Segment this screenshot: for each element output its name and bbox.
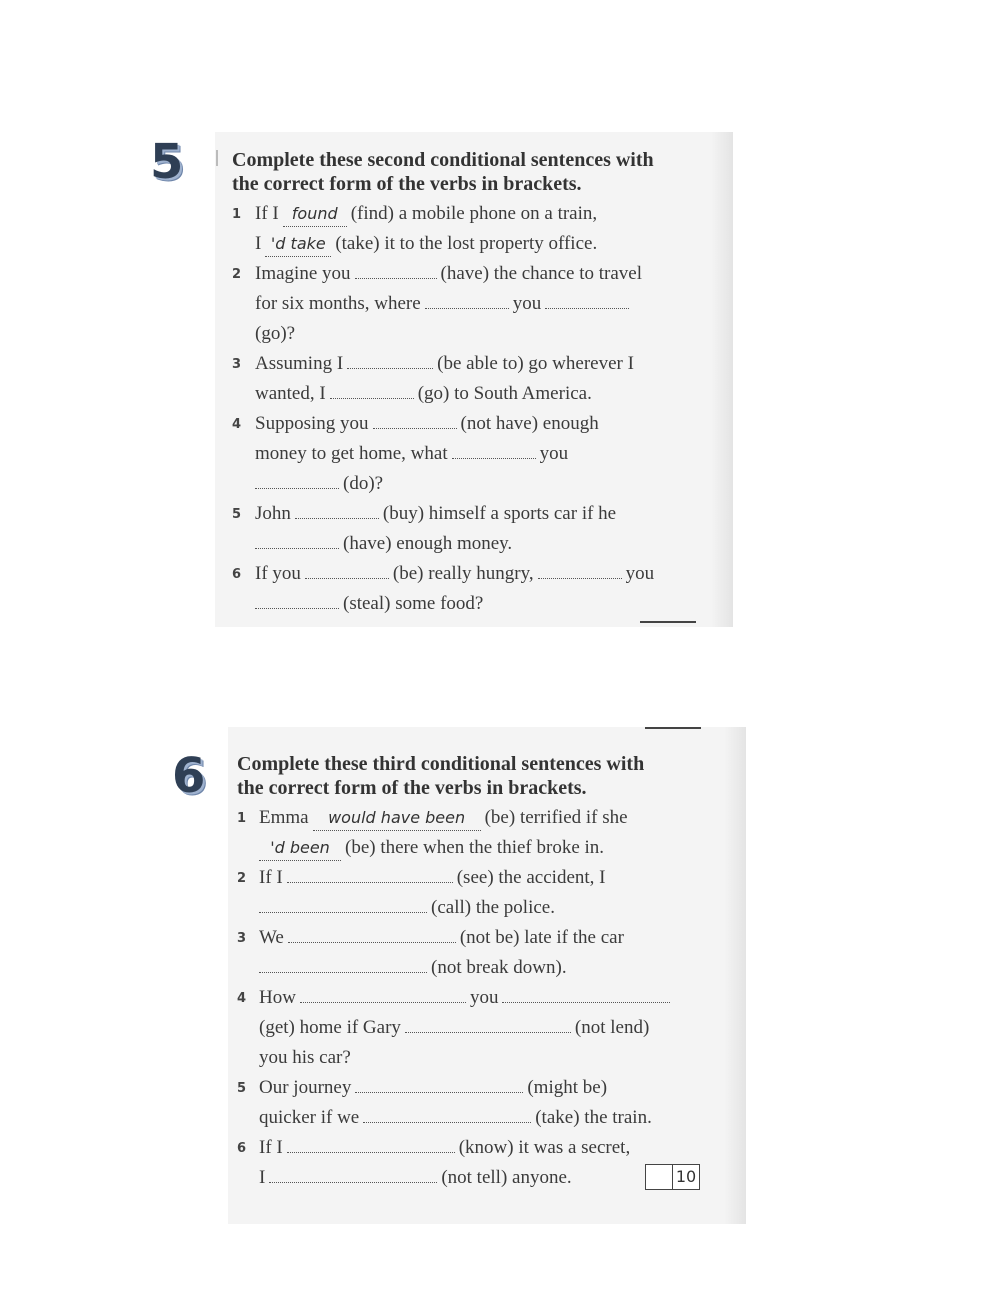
question-number: 2 xyxy=(232,267,242,282)
question-line: (have) enough money. xyxy=(255,532,512,556)
question-line: Supposing you (not have) enough xyxy=(255,413,599,434)
question-line: (not break down). xyxy=(259,956,567,980)
question-line: If you (be) really hungry, you xyxy=(255,563,655,584)
exercise-6-number: 6 xyxy=(172,748,206,804)
question-line: for six months, where you xyxy=(255,292,633,316)
answer-blank[interactable] xyxy=(295,502,379,519)
question-line: If I (know) it was a secret, xyxy=(259,1137,631,1158)
answer-blank[interactable] xyxy=(425,292,509,309)
question-line: How you xyxy=(259,986,674,1010)
question-line: (get) home if Gary (not lend) xyxy=(259,1017,650,1038)
question-number: 1 xyxy=(237,811,247,826)
divider xyxy=(216,150,218,166)
question-number: 4 xyxy=(237,991,247,1006)
score-total: 10 xyxy=(672,1165,699,1189)
answer-field[interactable]: found xyxy=(283,202,347,227)
answer-blank[interactable] xyxy=(405,1016,571,1033)
answer-blank[interactable] xyxy=(287,866,453,883)
question-line: Assuming I (be able to) go wherever I xyxy=(255,353,634,374)
question-line: We (not be) late if the car xyxy=(259,927,624,948)
answer-blank[interactable] xyxy=(287,1136,455,1153)
score-box-top-edge xyxy=(640,621,696,623)
exercise-5-title-line2: the correct form of the verbs in brackets. xyxy=(232,173,582,195)
answer-field[interactable]: would have been xyxy=(313,806,481,831)
question-line: (do)? xyxy=(255,472,383,496)
answer-blank[interactable] xyxy=(300,986,466,1003)
answer-blank[interactable] xyxy=(452,442,536,459)
question-number: 1 xyxy=(232,207,242,222)
question-line: I (not tell) anyone. xyxy=(259,1167,572,1188)
exercise-5-title-line1: Complete these second conditional sentences with xyxy=(232,149,654,171)
question-number: 3 xyxy=(237,931,247,946)
answer-blank[interactable] xyxy=(305,562,389,579)
answer-blank[interactable] xyxy=(545,292,629,309)
question-line: (go)? xyxy=(255,323,296,344)
question-number: 6 xyxy=(237,1141,247,1156)
question-line: If I found (find) a mobile phone on a train, xyxy=(255,202,597,227)
answer-blank[interactable] xyxy=(373,412,457,429)
answer-blank[interactable] xyxy=(259,956,427,973)
answer-blank[interactable] xyxy=(363,1106,531,1123)
answer-blank[interactable] xyxy=(347,352,433,369)
question-number: 4 xyxy=(232,417,242,432)
score-box xyxy=(645,1164,700,1190)
answer-field[interactable]: 'd take xyxy=(265,232,331,257)
answer-blank[interactable] xyxy=(355,262,437,279)
question-number: 5 xyxy=(232,507,242,522)
score-input[interactable] xyxy=(646,1165,672,1189)
answer-blank[interactable] xyxy=(538,562,622,579)
question-line: I 'd take (take) it to the lost property office. xyxy=(255,232,597,257)
answer-blank[interactable] xyxy=(502,986,670,1003)
answer-blank[interactable] xyxy=(259,896,427,913)
answer-blank[interactable] xyxy=(288,926,456,943)
question-line: (steal) some food? xyxy=(255,592,483,616)
answer-blank[interactable] xyxy=(355,1076,523,1093)
question-line: wanted, I (go) to South America. xyxy=(255,383,592,404)
question-number: 3 xyxy=(232,357,242,372)
question-line: 'd been (be) there when the thief broke in. xyxy=(259,836,604,861)
score-box-bottom-edge xyxy=(645,727,701,729)
question-line: you his car? xyxy=(259,1047,351,1068)
answer-blank[interactable] xyxy=(255,472,339,489)
exercise-5-number: 5 xyxy=(150,134,184,190)
question-line: Imagine you (have) the chance to travel xyxy=(255,263,643,284)
answer-blank[interactable] xyxy=(255,592,339,609)
question-line: money to get home, what you xyxy=(255,443,569,464)
question-line: Emma would have been (be) terrified if she xyxy=(259,806,628,831)
answer-blank[interactable] xyxy=(330,382,414,399)
question-number: 2 xyxy=(237,871,247,886)
question-line: (call) the police. xyxy=(259,896,555,920)
exercise-6-title-line2: the correct form of the verbs in brackets. xyxy=(237,777,587,799)
question-line: quicker if we (take) the train. xyxy=(259,1107,652,1128)
question-line: Our journey (might be) xyxy=(259,1077,608,1098)
question-number: 6 xyxy=(232,567,242,582)
exercise-6-title-line1: Complete these third conditional sentences with xyxy=(237,753,645,775)
answer-blank[interactable] xyxy=(269,1166,437,1183)
answer-field[interactable]: 'd been xyxy=(259,836,341,861)
question-line: John (buy) himself a sports car if he xyxy=(255,503,617,524)
question-line: If I (see) the accident, I xyxy=(259,867,606,888)
answer-blank[interactable] xyxy=(255,532,339,549)
question-number: 5 xyxy=(237,1081,247,1096)
